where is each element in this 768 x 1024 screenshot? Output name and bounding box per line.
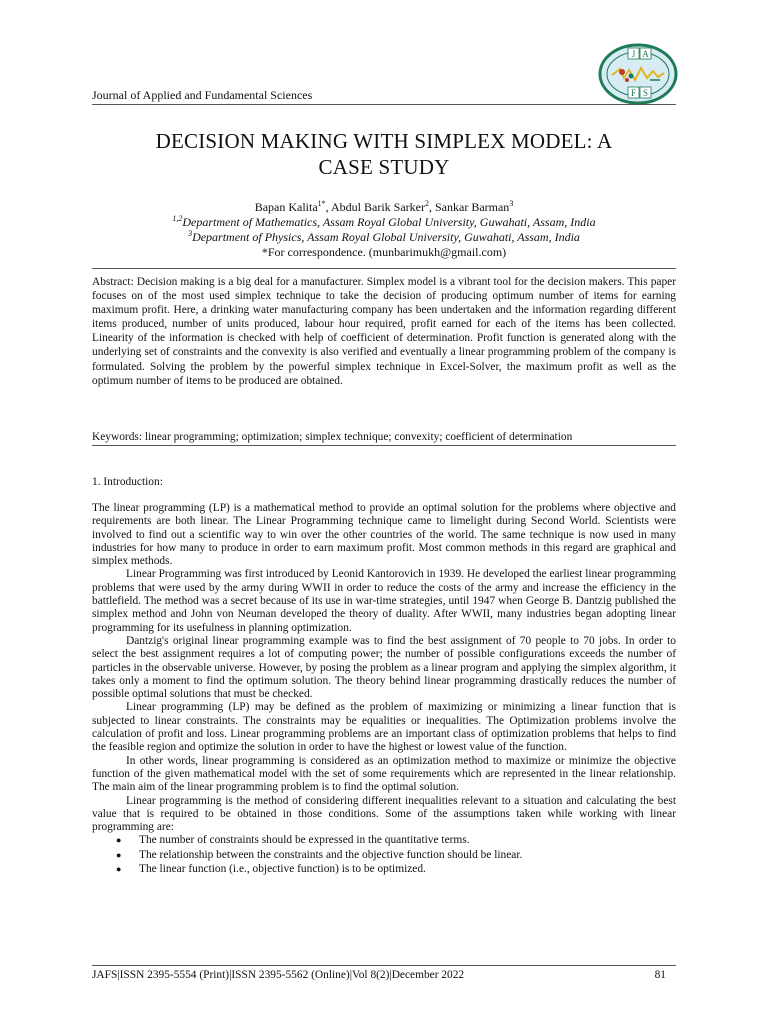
list-item — [92, 849, 676, 862]
journal-name: Journal of Applied and Fundamental Sciences — [92, 88, 313, 102]
footer-divider — [92, 965, 676, 966]
author-block — [92, 200, 676, 260]
footer-issn: JAFS|ISSN 2395-5554 (Print)|ISSN 2395-5562 (Online)|Vol 8(2)|December 2022 — [92, 969, 465, 981]
title-line: DECISION MAKING WITH SIMPLEX MODEL: A — [155, 129, 613, 153]
header-divider — [92, 104, 676, 105]
logo-letter: F — [630, 88, 637, 98]
logo-letter: S — [642, 88, 649, 98]
list-item-text: The relationship between the constraints and the objective function should be linear. — [139, 848, 523, 861]
correspondence-line: *For correspondence. (munbarimukh@gmail.com) — [261, 245, 507, 259]
bullet-icon: ● — [116, 849, 122, 860]
paper-title — [92, 128, 676, 180]
keywords-text: Keywords: linear programming; optimization; simplex technique; convexity; coefficient of determination — [92, 431, 573, 443]
section-heading: 1. Introduction: — [92, 476, 163, 488]
author-name: , Abdul Barik Sarker — [325, 200, 425, 214]
logo-letter: A — [642, 49, 649, 59]
author-sup: 3 — [509, 199, 514, 208]
paragraph: Linear programming (LP) may be defined as the problem of maximizing or minimizing a linear function that is subjected to linear constraints. The constraints may be equalities or inequalities. The Optimization problems involve the calculation of profit and loss. Linear programming problems are an important class of optimization problems that helps to find the feasible region and optimize the solution in order to have the highest or lowest value of the function. — [92, 701, 676, 754]
bullet-icon: ● — [116, 864, 122, 875]
author-sup: 2 — [425, 199, 429, 208]
abstract-text: Abstract: Decision making is a big deal for a manufacturer. Simplex model is a vibrant tool for the decision makers. This paper focuses on of the most used simplex technique to take the decision of producing optimum number of items for earning maximum profit. Here, a drinking water manufacturing company has been undertaken and the information regarding different items produced, number of units produced, labour hour required, profit earned for each of the items has been collected. Linearity of the information is checked with help of coefficient of determination. Profit function is generated along with the underlying set of constraints and the convexity is also verified and eventually a linear programming problem of the company is formulated. Solving the problem by the powerful simplex technique in Excel-Solver, the maximum profit as well as the optimum number of items to be produced are obtained. — [92, 276, 676, 387]
author-sup: 1* — [317, 199, 326, 208]
author-line — [92, 200, 676, 215]
list-item — [92, 834, 676, 847]
logo-letter: J — [631, 49, 636, 59]
affiliation-line — [92, 230, 676, 245]
affiliation-sup: 1,2 — [172, 214, 183, 223]
title-line: CASE STUDY — [318, 155, 450, 179]
author-name: , Sankar Barman — [429, 200, 510, 214]
paragraph: In other words, linear programming is considered as an optimization method to maximize or minimize the objective function of the given mathematical model with the set of some requirements which are represented in the linear relationship. The main aim of the linear programming problem is to find the optimal solution. — [92, 754, 676, 794]
list-item-text: The number of constraints should be expressed in the quantitative terms. — [139, 834, 470, 847]
paragraph: Linear programming is the method of considering different inequalities relevant to a situation and calculating the best value that is required to be obtained in those conditions. Some of the assumptions taken while working with linear programming are: — [92, 794, 676, 834]
list-item — [92, 863, 676, 876]
paragraph: Linear Programming was first introduced by Leonid Kantorovich in 1939. He developed the earliest linear programming problems that were used by the army during WWII in order to reduce the costs of the army and increase the efficiency in the battlefield. The method was a secret because of its use in war-time strategies, until 1947 when George B. Dantzig published the simplex method and John von Neuman developed the theory of duality. After WWII, many industries began adopting linear programming for its usefulness in planning optimization. — [92, 568, 676, 634]
affiliation-line — [92, 215, 676, 230]
page-number: 81 — [654, 969, 666, 981]
affiliation-text: Department of Physics, Assam Royal Global University, Guwahati, Assam, India — [192, 230, 580, 244]
affiliation-text: Department of Mathematics, Assam Royal Global University, Guwahati, Assam, India — [182, 215, 596, 229]
paragraph: Dantzig's original linear programming example was to find the best assignment of 70 people to 70 jobs. In order to select the best assignment requires a lot of computing power; the number of possible configurations exceeds the number of particles in the observable universe. However, by posing the problem as a linear program and applying the simplex algorithm, it takes only a moment to find the optimum solution. The theory behind linear programming drastically reduces the number of possible optimal solutions that must be checked. — [92, 634, 676, 701]
affiliation-sup: 3 — [188, 229, 193, 238]
keywords-divider — [92, 445, 676, 446]
journal-logo-icon — [598, 42, 678, 106]
assumption-list — [92, 834, 676, 876]
author-name: Bapan Kalita — [254, 200, 318, 214]
paragraph: The linear programming (LP) is a mathematical method to provide an optimal solution for the problems where objective and requirements are both linear. The Linear Programming technique came to limelight during Second World. Scientists were involved to find out a scientific way to win over the other countries of the world. The same technique is now used in many industries for how many to produce in order to earn maximum profit. Most common methods in this regard are graphical and simplex methods. — [92, 502, 676, 568]
list-item-text: The linear function (i.e., objective function) is to be optimized. — [139, 863, 426, 876]
abstract-divider — [92, 268, 676, 269]
page-footer — [92, 969, 676, 981]
bullet-icon: ● — [116, 835, 122, 846]
introduction-body — [92, 502, 676, 877]
